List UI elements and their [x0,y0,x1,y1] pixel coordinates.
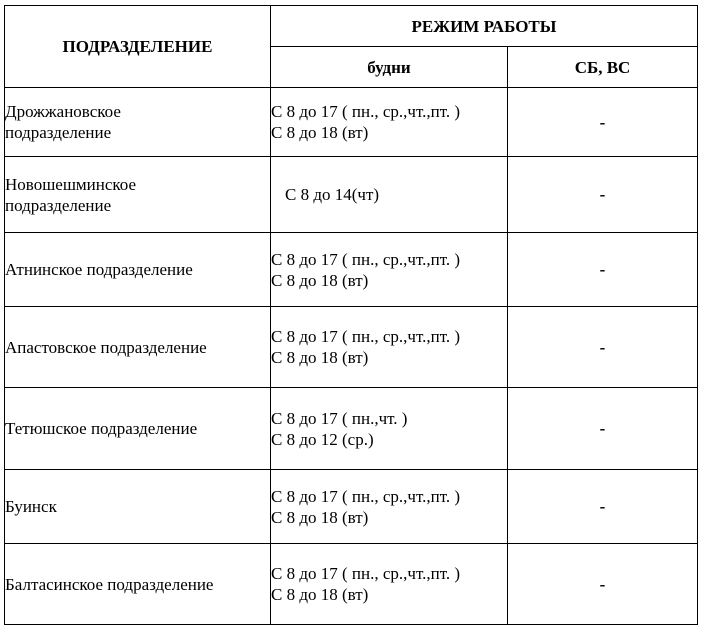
weekend-hours-cell: - [508,307,698,388]
department-name-line: Апастовское подразделение [5,337,207,357]
weekend-hours-cell: - [508,544,698,625]
department-name-line: Тетюшское подразделение [5,419,198,438]
header-work-mode: РЕЖИМ РАБОТЫ [271,6,698,47]
weekend-hours-cell: - [508,157,698,233]
department-cell [5,157,271,233]
weekday-hours-line: С 8 до 17 ( пн., ср.,чт.,пт. ) [271,564,461,583]
weekday-hours-cell [271,307,508,388]
weekday-hours-line: С 8 до 12 (ср.) [271,429,374,449]
weekday-hours-line: С 8 до 18 (вт) [271,270,369,290]
table-row [5,233,698,307]
header-weekdays: будни [271,47,508,88]
department-name-line: Дрожжановское [5,102,121,121]
table-row [5,470,698,544]
department-cell [5,88,271,157]
table-row [5,157,698,233]
weekday-hours-line: С 8 до 17 ( пн.,чт. ) [271,408,408,428]
weekday-hours-line: С 8 до 18 (вт) [271,585,369,604]
department-cell [5,544,271,625]
weekend-hours-cell: - [508,233,698,307]
weekday-hours-line: С 8 до 17 ( пн., ср.,чт.,пт. ) [271,327,461,346]
weekend-hours-cell: - [508,470,698,544]
weekday-hours-line: С 8 до 18 (вт) [271,507,369,527]
work-schedule-table [4,5,698,625]
department-name-line: подразделение [5,195,112,215]
weekday-hours-line: С 8 до 14(чт) [285,185,380,204]
table-row [5,388,698,470]
weekday-hours-cell [271,233,508,307]
department-cell [5,470,271,544]
weekday-hours-line: С 8 до 18 (вт) [271,123,369,142]
department-name-line: подразделение [5,123,112,142]
weekday-hours-line: С 8 до 18 (вт) [271,348,369,367]
weekday-hours-line: С 8 до 17 ( пн., ср.,чт.,пт. ) [271,249,461,269]
weekday-hours-line: С 8 до 17 ( пн., ср.,чт.,пт. ) [271,486,461,506]
weekday-hours-cell [271,88,508,157]
department-cell [5,233,271,307]
table-row [5,88,698,157]
department-name-line: Балтасинское подразделение [5,574,214,594]
department-cell [5,388,271,470]
table-row [5,307,698,388]
weekday-hours-cell [271,157,508,233]
department-cell [5,307,271,388]
department-name-line: Буинск [5,497,57,516]
table-row [5,544,698,625]
weekday-hours-cell [271,470,508,544]
department-name-line: Новошешминское [5,174,137,194]
header-department: ПОДРАЗДЕЛЕНИЕ [5,6,271,88]
weekend-hours-cell: - [508,388,698,470]
weekday-hours-cell [271,388,508,470]
department-name-line: Атнинское подразделение [5,260,193,279]
weekend-hours-cell: - [508,88,698,157]
header-weekend: СБ, ВС [508,47,698,88]
weekday-hours-cell [271,544,508,625]
weekday-hours-line: С 8 до 17 ( пн., ср.,чт.,пт. ) [271,102,461,121]
